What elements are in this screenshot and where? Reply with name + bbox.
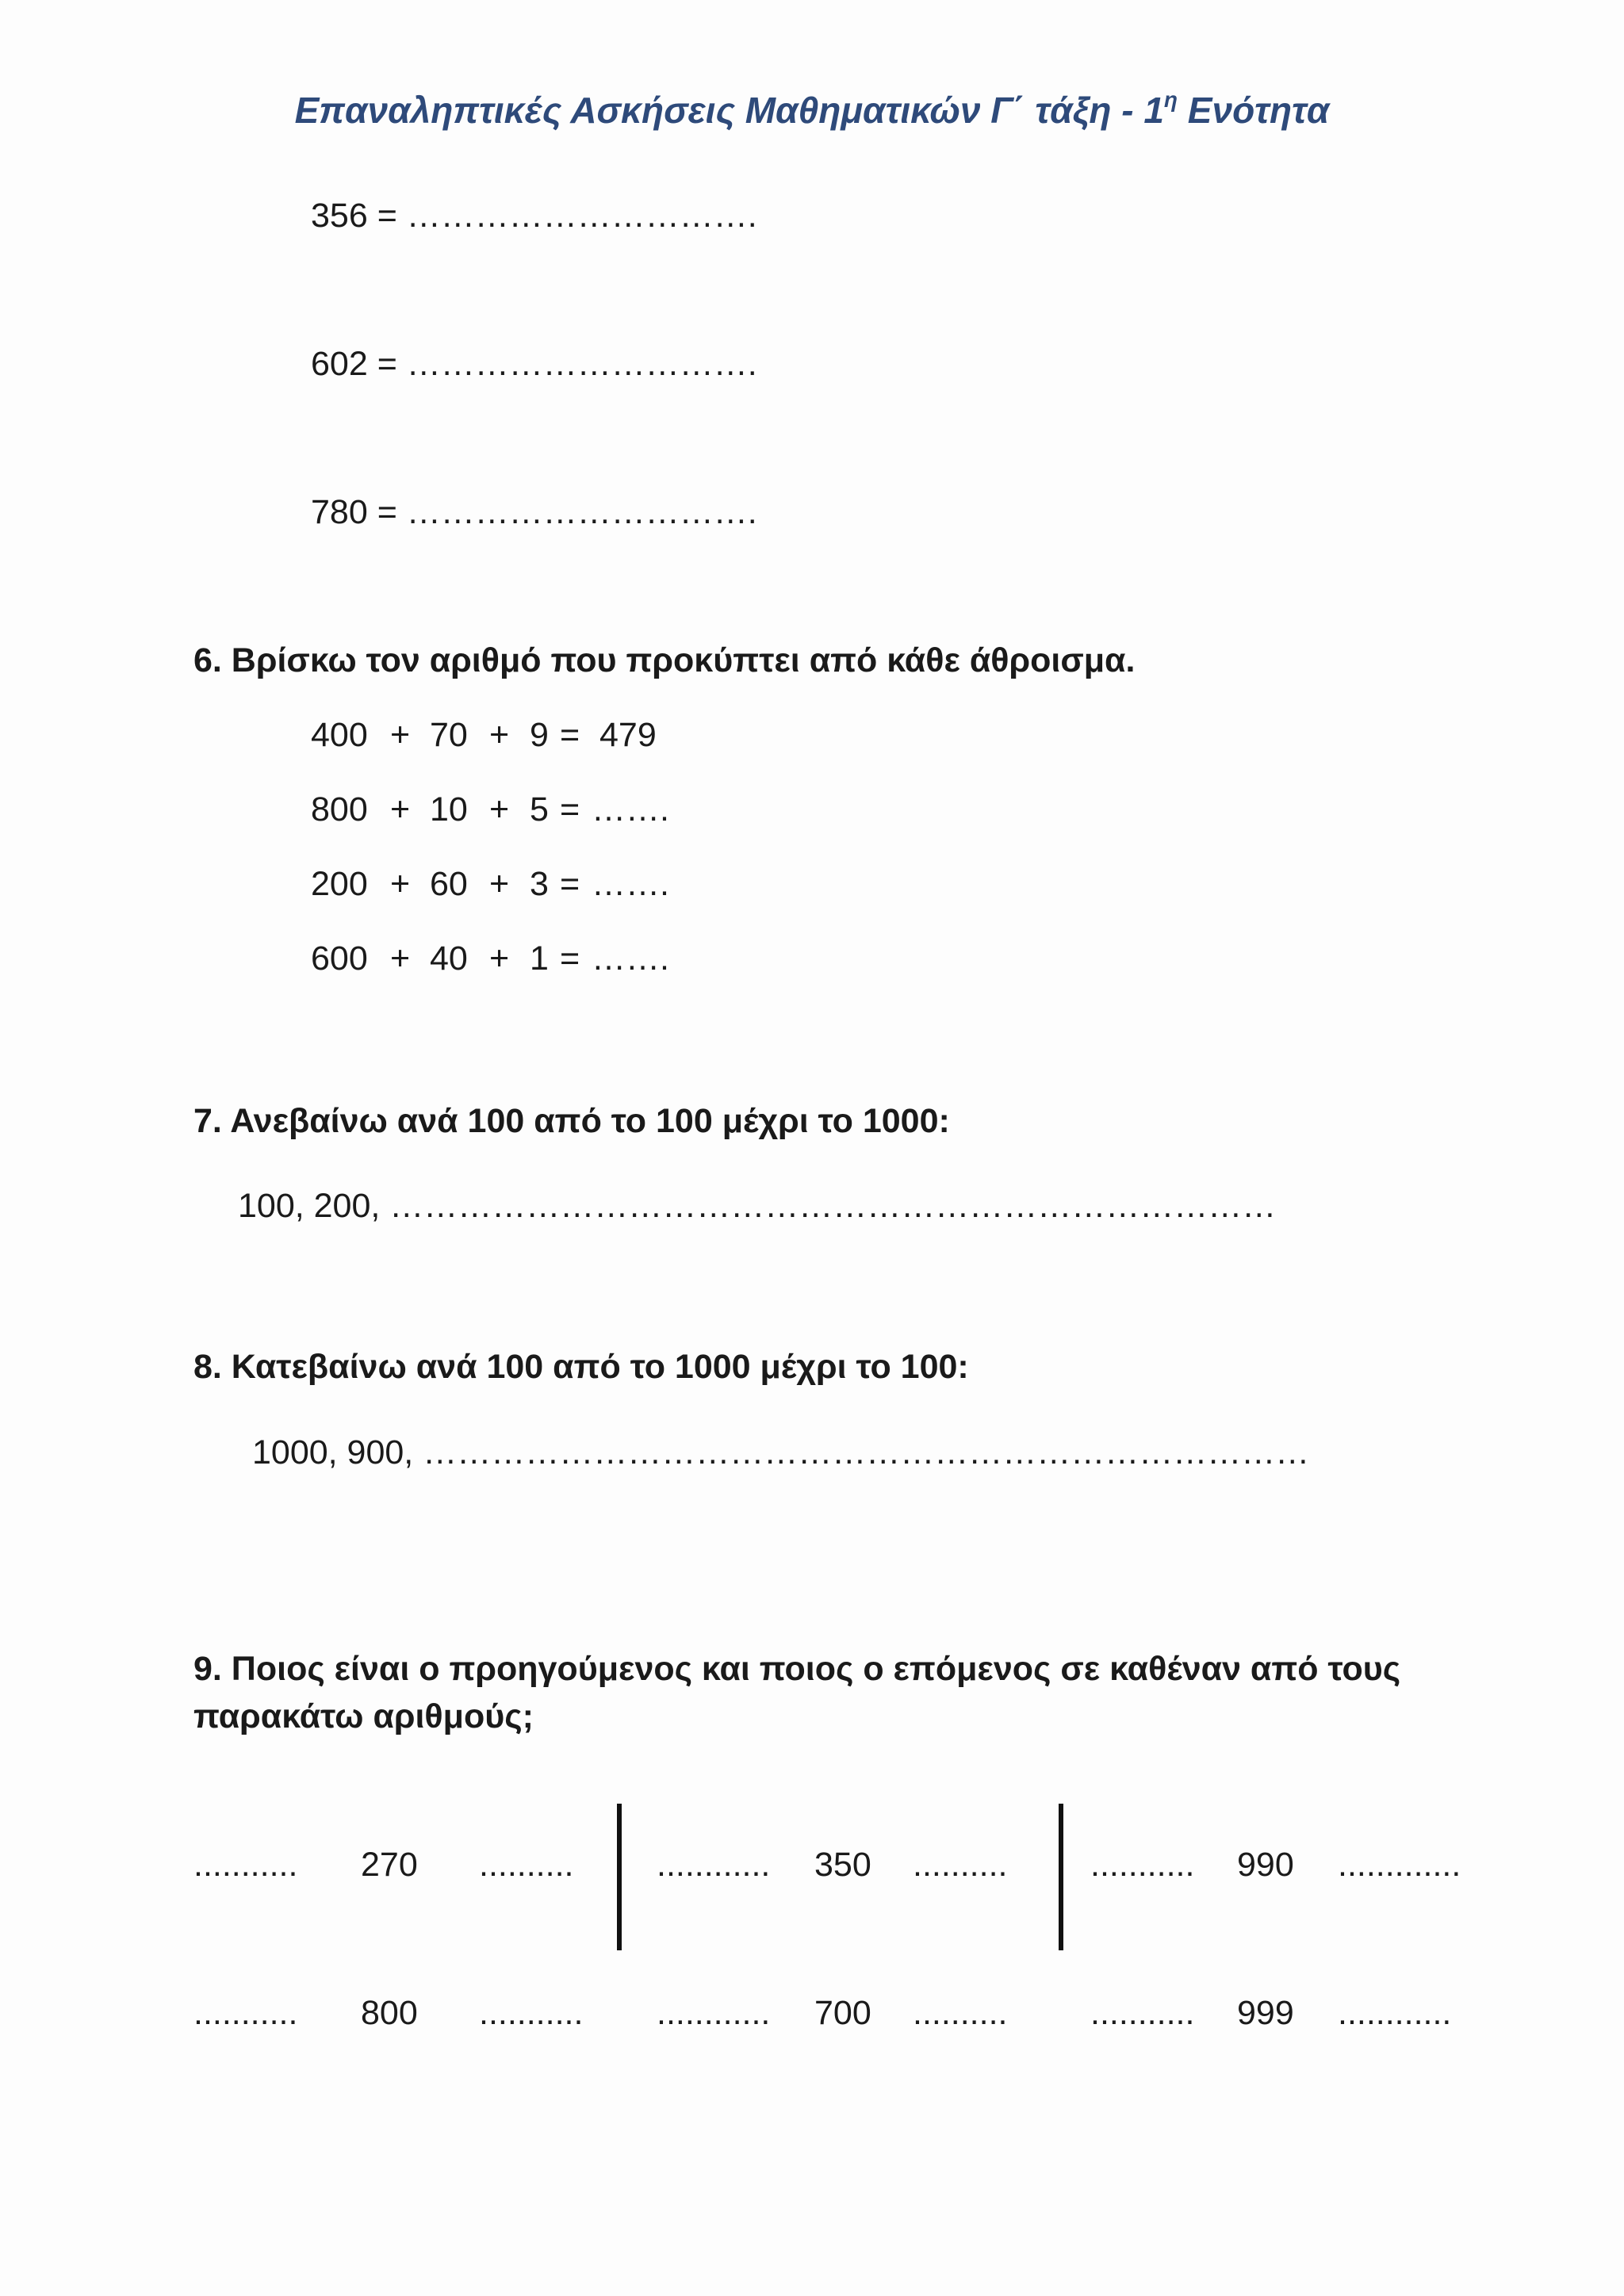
column-divider	[1059, 1804, 1063, 1950]
predecessor-blank[interactable]: ...........	[1090, 1994, 1195, 2032]
successor-blank[interactable]: ...........	[479, 1994, 584, 2032]
sum-term-hundreds: 400	[311, 716, 368, 754]
predecessor-blank[interactable]: ...........	[193, 1846, 298, 1884]
plus-sign: +	[489, 939, 510, 978]
predecessor-blank[interactable]: ............	[657, 1846, 771, 1884]
question-9-title-line1: 9. Ποιος είναι ο προηγούμενος και ποιος ο επόμενος σε καθέναν από τους	[193, 1650, 1401, 1688]
given-number: 350	[814, 1846, 871, 1884]
sum-answer-blank[interactable]: …….	[592, 865, 669, 903]
given-number: 270	[361, 1846, 418, 1884]
given-number: 700	[814, 1994, 871, 2032]
sum-term-tens: 60	[430, 865, 468, 903]
predecessor-blank[interactable]: ............	[657, 1994, 771, 2032]
sum-term-units: 5	[530, 790, 549, 828]
successor-blank[interactable]: .............	[1338, 1846, 1461, 1884]
given-number: 990	[1237, 1846, 1294, 1884]
question-6-title: 6. Βρίσκω τον αριθμό που προκύπτει από κάθε άθροισμα.	[193, 641, 1136, 679]
question-8-title: 8. Κατεβαίνω ανά 100 από το 1000 μέχρι το 100:	[193, 1348, 969, 1386]
sum-term-units: 1	[530, 939, 549, 978]
sum-term-hundreds: 600	[311, 939, 368, 978]
sum-term-hundreds: 200	[311, 865, 368, 903]
plus-sign: +	[390, 939, 411, 978]
decomposition-line-356: 356 = ………………………….	[311, 197, 757, 235]
sum-answer: 479	[599, 716, 657, 754]
question-8-answer-line[interactable]: 1000, 900, ……………………………………………………………………	[252, 1433, 1310, 1471]
sum-term-units: 9	[530, 716, 549, 754]
plus-sign: +	[390, 790, 411, 828]
successor-blank[interactable]: ..........	[913, 1846, 1008, 1884]
header-title-end: Ενότητα	[1178, 90, 1330, 131]
successor-blank[interactable]: ..........	[479, 1846, 574, 1884]
column-divider	[617, 1804, 622, 1950]
header-superscript: η	[1163, 86, 1178, 112]
successor-blank[interactable]: ..........	[913, 1994, 1008, 2032]
question-7-answer-line[interactable]: 100, 200, ……………………………………………………………………	[238, 1187, 1277, 1225]
sum-term-tens: 70	[430, 716, 468, 754]
question-9-title-line2: παρακάτω αριθμούς;	[193, 1697, 534, 1735]
plus-sign: +	[489, 716, 510, 754]
sum-term-hundreds: 800	[311, 790, 368, 828]
plus-sign: +	[390, 716, 411, 754]
decomposition-line-602: 602 = ………………………….	[311, 345, 757, 383]
predecessor-blank[interactable]: ...........	[1090, 1846, 1195, 1884]
plus-sign: +	[390, 865, 411, 903]
successor-blank[interactable]: ............	[1338, 1994, 1452, 2032]
predecessor-blank[interactable]: ...........	[193, 1994, 298, 2032]
sum-answer-blank[interactable]: …….	[592, 790, 669, 828]
sum-term-tens: 40	[430, 939, 468, 978]
equals-sign: =	[560, 790, 580, 828]
page-header	[0, 86, 1624, 132]
given-number: 800	[361, 1994, 418, 2032]
equals-sign: =	[560, 865, 580, 903]
plus-sign: +	[489, 865, 510, 903]
sum-term-units: 3	[530, 865, 549, 903]
sum-term-tens: 10	[430, 790, 468, 828]
plus-sign: +	[489, 790, 510, 828]
sum-answer-blank[interactable]: …….	[592, 939, 669, 978]
given-number: 999	[1237, 1994, 1294, 2032]
equals-sign: =	[560, 716, 580, 754]
header-title: Επαναληπτικές Ασκήσεις Μαθηματικών Γ΄ τάξη - 1	[294, 90, 1164, 131]
question-7-title: 7. Ανεβαίνω ανά 100 από το 100 μέχρι το 1000:	[193, 1102, 950, 1140]
equals-sign: =	[560, 939, 580, 978]
decomposition-line-780: 780 = ………………………….	[311, 493, 757, 531]
